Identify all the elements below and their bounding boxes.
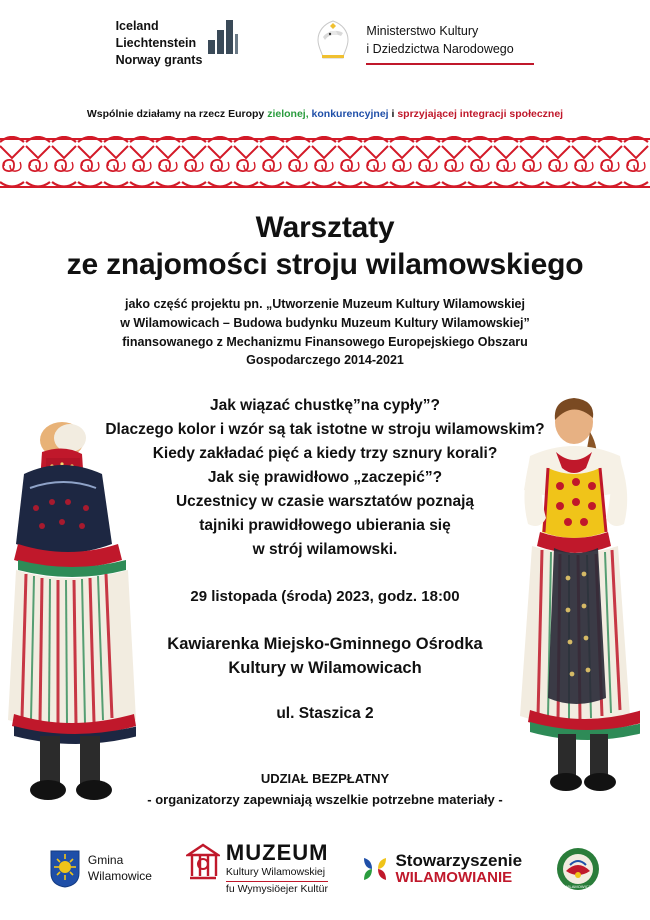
poster-content xyxy=(0,200,650,811)
eea-line-3: Norway grants xyxy=(115,52,203,67)
slogan-red: sprzyjającej integracji społecznej xyxy=(397,108,564,120)
question-line-6: tajniki prawidłowego ubierania się xyxy=(199,517,451,535)
venue-line-2: Kultury w Wilamowicach xyxy=(228,659,422,678)
museum-name: MUZEUM xyxy=(225,839,329,865)
project-subtitle xyxy=(90,295,560,370)
eea-grants-text xyxy=(116,18,203,69)
museum-wordmark xyxy=(225,839,329,896)
ministry-text xyxy=(366,18,534,58)
page-title xyxy=(0,210,650,283)
museum-subname-wymysorys: fu Wymysiöejer Kultür xyxy=(225,882,328,895)
eea-slogan xyxy=(0,108,650,120)
svg-text:WILAMOWICE: WILAMOWICE xyxy=(564,884,592,889)
venue-line-1: Kawiarenka Miejsko-Gminnego Ośrodka xyxy=(167,635,483,654)
free-line-1: UDZIAŁ BEZPŁATNY xyxy=(260,771,390,787)
museum-emblem-icon xyxy=(186,842,220,882)
muzeum-kultury-wilamowskiej-logo xyxy=(186,839,329,896)
question-line-1: Jak wiązać chustkę”na cypły”? xyxy=(209,397,441,415)
top-logo-bar xyxy=(0,18,650,90)
title-line-2: ze znajomości stroju wilamowskiego xyxy=(66,247,584,281)
slogan-mid: i xyxy=(388,108,398,120)
gmina-label xyxy=(88,853,152,884)
event-venue xyxy=(0,633,650,681)
eea-bars-icon xyxy=(208,20,238,54)
question-line-4: Jak się prawidłowo „zaczepić”? xyxy=(207,469,443,487)
event-street: ul. Staszica 2 xyxy=(276,705,374,723)
slogan-green: zielonej, xyxy=(267,108,309,120)
gmina-line-2: Wilamowice xyxy=(87,869,152,883)
eea-line-2: Liechtenstein xyxy=(115,35,197,50)
people-symbol-icon xyxy=(362,854,388,884)
stowarzyszenie-wilamowianie-logo xyxy=(362,852,522,886)
gmina-wilamowice-logo xyxy=(50,850,152,888)
wilamowice-round-logo xyxy=(556,847,600,891)
stowarzyszenie-line-1: Stowarzyszenie xyxy=(395,850,523,870)
eea-grants-logo xyxy=(116,18,239,69)
slogan-blue: konkurencyjnej xyxy=(308,108,389,120)
bottom-logo-bar xyxy=(0,832,650,906)
ministry-line-2: i Dziedzictwa Narodowego xyxy=(366,42,514,57)
museum-subname: Kultury Wilamowskiej xyxy=(225,865,326,878)
question-line-2: Dlaczego kolor i wzór są tak istotne w stroju wilamowskim? xyxy=(105,421,545,439)
polish-eagle-icon xyxy=(310,18,356,68)
folk-ornament-band xyxy=(0,136,650,190)
free-line-2: - organizatorzy zapewniają wszelkie potrzebne materiały - xyxy=(147,791,503,807)
stowarzyszenie-wordmark xyxy=(395,852,522,886)
eea-line-1: Iceland xyxy=(115,19,159,33)
subtitle-line-2: w Wilamowicach – Budowa budynku Muzeum Kultury Wilamowskiej” xyxy=(120,315,530,330)
slogan-part-1: Wspólnie działamy na rzecz Europy xyxy=(86,108,268,120)
title-line-1: Warsztaty xyxy=(255,211,395,244)
stowarzyszenie-line-2: WILAMOWIANIE xyxy=(395,868,513,886)
ministry-line-1: Ministerstwo Kultury xyxy=(366,24,479,38)
subtitle-line-1: jako część projektu pn. „Utworzenie Muzeum Kultury Wilamowskiej xyxy=(125,297,525,312)
question-line-7: w strój wilamowski. xyxy=(252,541,398,559)
subtitle-line-3: finansowanego z Mechanizmu Finansowego Europejskiego Obszaru Gospodarczego 2014-2021 xyxy=(122,334,528,368)
participation-note xyxy=(0,769,650,811)
question-line-3: Kiedy zakładać pięć a kiedy trzy sznury korali? xyxy=(152,445,498,463)
question-line-5: Uczestnicy w czasie warsztatów poznają xyxy=(175,493,475,511)
coat-of-arms-icon xyxy=(50,850,80,888)
questions-block xyxy=(90,394,560,562)
ministry-underline xyxy=(366,63,534,65)
gmina-line-1: Gmina xyxy=(87,853,124,868)
event-datetime: 29 listopada (środa) 2023, godz. 18:00 xyxy=(190,588,460,606)
ministry-logo xyxy=(310,18,534,68)
